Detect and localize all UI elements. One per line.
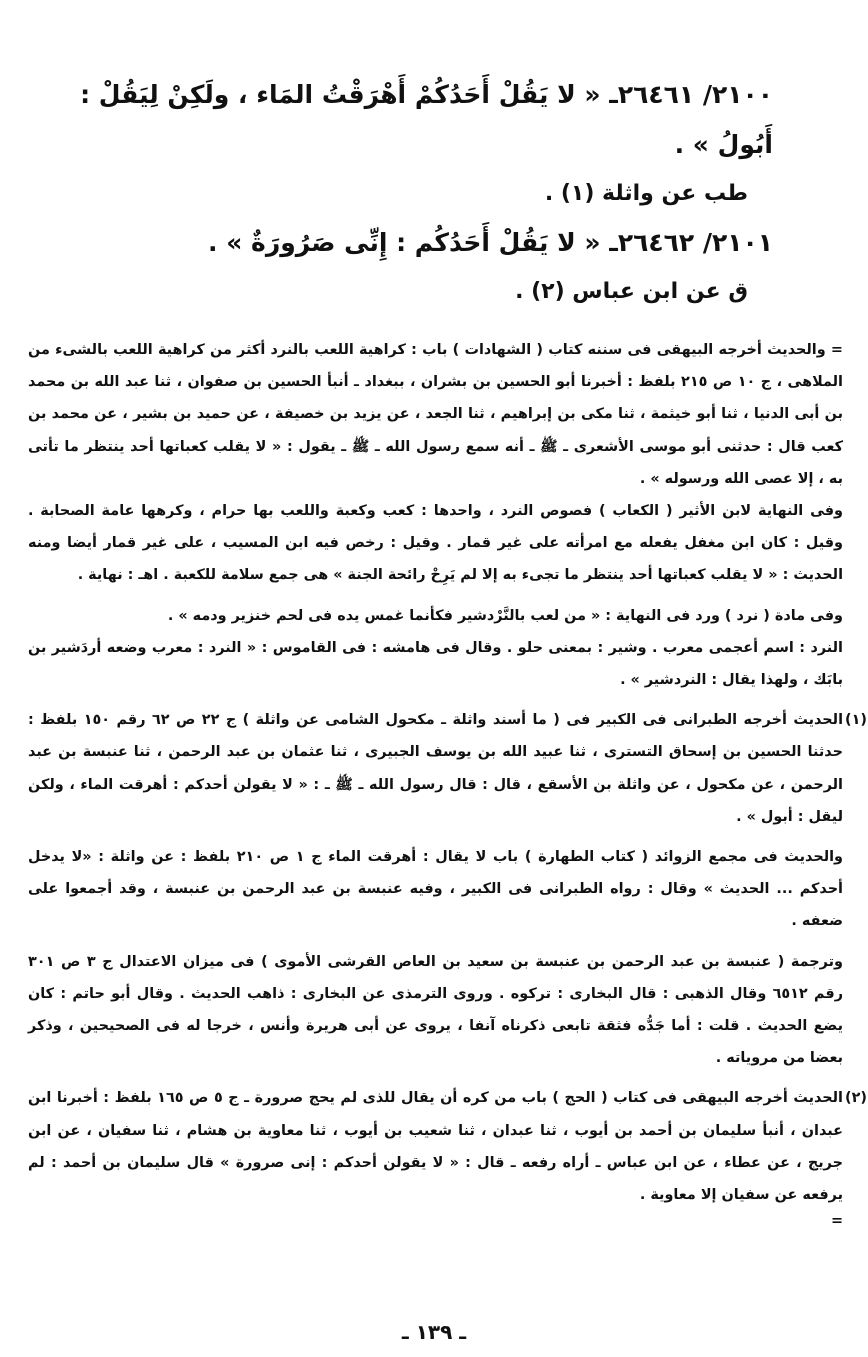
hadith-source: ق عن ابن عباس (٢) .: [515, 279, 748, 304]
page-body: [28, 70, 867, 1231]
hadith-text: ٢١٠١/ ٢٦٤٦٢ـ « لا يَقُلْ أَحَدُكُم : إِنِّى صَرُورَةٌ » .: [208, 228, 773, 257]
footnote-marker: (٢): [845, 1090, 867, 1107]
footnote-paragraph: وفى مادة ( نرد ) ورد فى النهاية : « من لعب بالنَّرْدشير فكأنما غمس يده فى لحم خنزير ودمه » .: [167, 607, 843, 624]
footnote-1: [28, 704, 867, 833]
page-number: ـ ١٣٩ ـ: [401, 1320, 467, 1344]
footnote-paragraph: وترجمة ( عنبسة بن عبد الرحمن بن عنبسة بن سعيد بن العاص القرشى الأموى ) فى ميزان الاعتدال ج ٣ ص ٣٠١ رقم ٦٥١٢ وقال الذهبى : قال البخارى : تركوه . وروى الترمذى عن البخارى : ذاهب الحديث . وقال أبو حاتم : كان يضع الحديث . قلت : أما جَدُّه فثقة تابعى ذكرناه آنفا ، يروى عن أبى هريرة وأنس ، خرجا له فى الصحيحين ، وذكر بعضا من مروياته .: [28, 953, 843, 1067]
footnote-paragraph: = والحديث أخرجه البيهقى فى سننه كتاب ( الشهادات ) باب : كراهية اللعب بالنرد أكثر من كراهية اللعب بالشىء من الملاهى ، ج ١٠ ص ٢١٥ بلفظ : أخبرنا أبو الحسين بن بشران ، ببغداد ـ أنبأ الحسين بن صفوان ، ثنا عبد الله بن محمد بن أبى الدنيا ، ثنا أبو خيثمة ، ثنا مكى بن إبراهيم ، ثنا الجعد ، عن يزيد بن خصيفة ، عن حميد بن بشير ، عن محمد بن كعب قال : حدثنى أبو موسى الأشعرى ـ ﷺ ـ أنه سمع رسول الله ـ ﷺ ـ يقول : « لا يقلب كعباتها أحد ينتظر ما تأتى به ، إلا عصى الله ورسوله » .: [28, 342, 843, 487]
hadith-source: طب عن واثلة (١) .: [544, 181, 748, 206]
hadith-block-1: [28, 70, 843, 218]
footnote-marker: (١): [845, 712, 867, 729]
footnote-paragraph: وفى النهاية لابن الأثير ( الكعاب ) فصوص النرد ، واحدها : كعب وكعبة واللعب بها حرام ، وكرهها عامة الصحابة . وقيل : كان ابن مغفل يفعله مع امرأته على غير قمار . وقيل : رخص فيه ابن المسيب ، على غير قمار أيضا ومنه الحديث : « لا يقلب كعباتها أحد ينتظر ما تجىء به إلا لم يَرِحْ رائحة الجنة » هى جمع سلامة للكعبة . اهـ : نهاية .: [28, 503, 843, 584]
footnote-2: [28, 1082, 867, 1211]
footnote-text: الحديث أخرجه الطبرانى فى الكبير فى ( ما أسند واثلة ـ مكحول الشامى عن واثلة ) ج ٢٢ ص ٦٢ رقم ١٥٠ بلفظ : حدثنا الحسين بن إسحاق التسترى ، ثنا عبيد الله بن يوسف الجبيرى ، ثنا عثمان بن عبد الرحمن ، ثنا عنبسة بن عبد الرحمن ، عن مكحول ، عن واثلة بن الأسقع ، قال : قال رسول الله ـ ﷺ ـ : « لا يقولن أحدكم : أهرقت الماء ، ولكن ليقل : أبول » .: [28, 712, 844, 825]
footnote-paragraph: والحديث فى مجمع الزوائد ( كتاب الطهارة ) باب لا يقال : أهرقت الماء ج ١ ص ٢١٠ بلفظ : عن واثلة : «لا يدخل أحدكم ... الحديث » وقال : رواه الطبرانى فى الكبير ، وفيه عنبسة بن عبد الرحمن بن عنبسة ، وقد أجمعوا على ضعفه .: [28, 849, 843, 930]
hadith-text: ٢١٠٠/ ٢٦٤٦١ـ « لا يَقُلْ أَحَدُكُمْ أَهْرَقْتُ المَاء ، ولَكِنْ لِيَقُلْ : أَبُولُ » .: [80, 80, 773, 159]
footnote-paragraph: النرد : اسم أعجمى معرب . وشير : بمعنى حلو . وقال فى هامشه : فى القاموس : « النرد : معرب وضعه أردَشير بن بابَك ، ولهذا يقال : النردشير » .: [28, 639, 843, 689]
hadith-block-2: [28, 218, 843, 316]
footnote-text: الحديث أخرجه البيهقى فى كتاب ( الحج ) باب من كره أن يقال للذى لم يحج صرورة ـ ج ٥ ص ١٦٥ بلفظ : أخبرنا ابن عبدان ، أنبأ سليمان بن أحمد بن أيوب ، ثنا عبدان ، ثنا شعيب بن أيوب ، ثنا معاوية بن هشام ، ثنا سفيان ، عن ابن جريج ، عن عطاء ، عن ابن عباس ـ أراه رفعه ـ قال : « لا يقولن أحدكم : إنى صرورة » قال سليمان بن أحمد : لم يرفعه عن سفيان إلا معاوية .: [28, 1090, 843, 1204]
continuation-mark: =: [830, 1213, 843, 1230]
footnotes: [28, 334, 867, 1231]
